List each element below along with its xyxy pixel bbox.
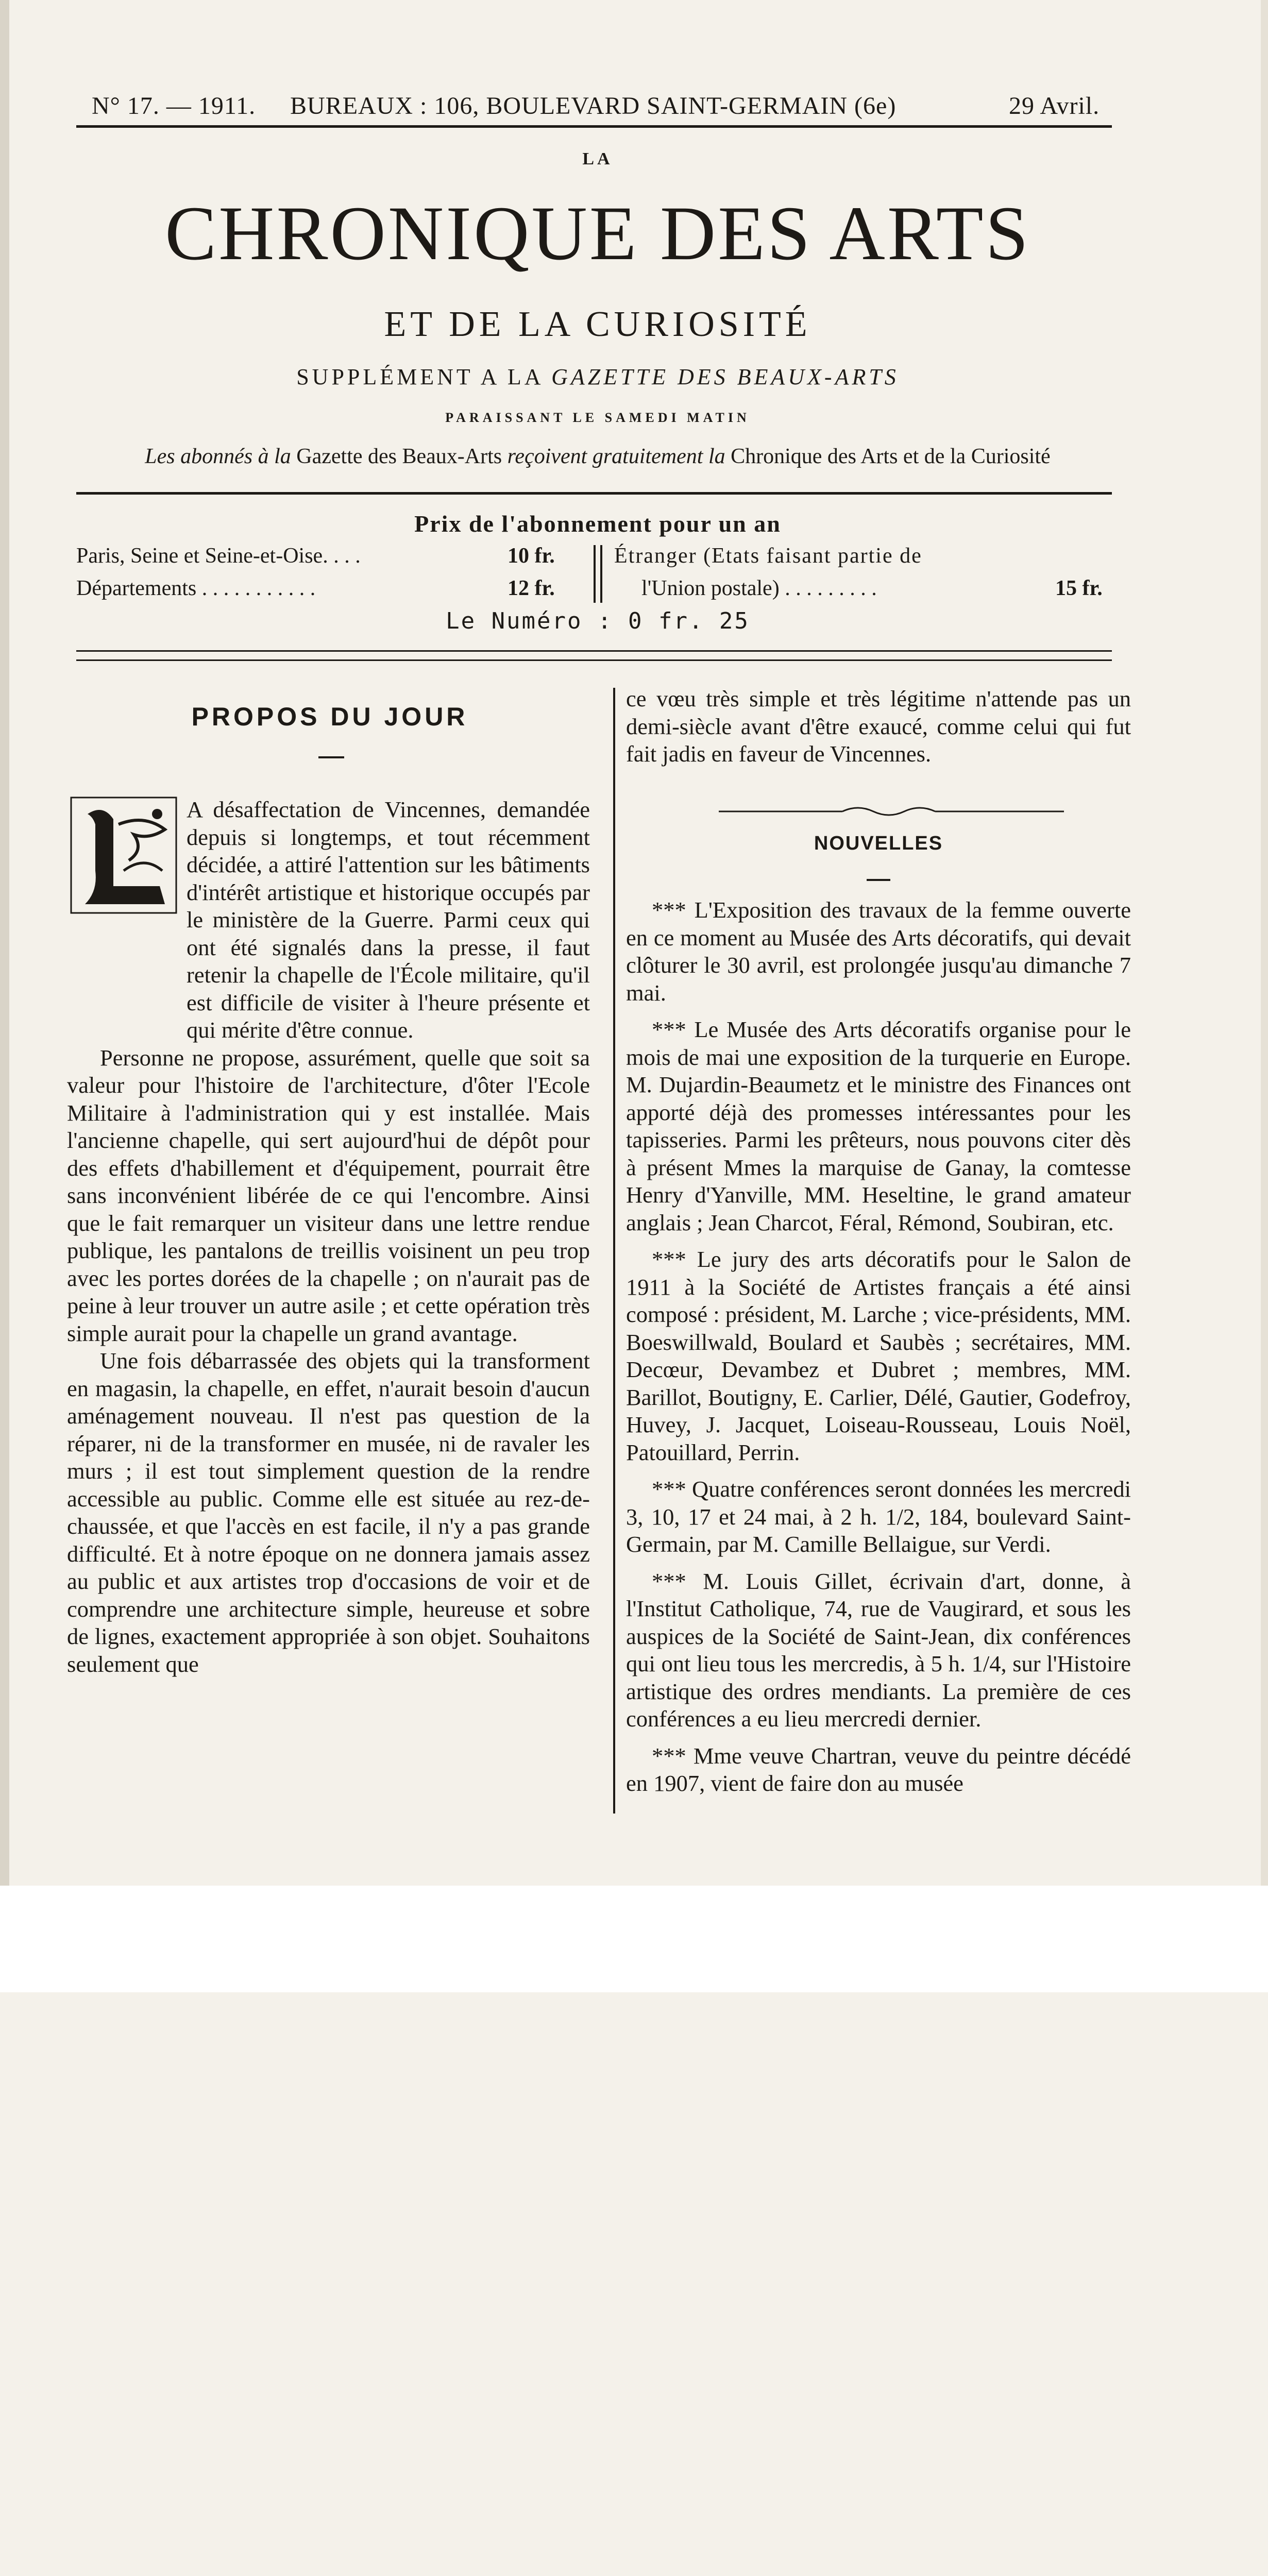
- propos-para-3: Une fois débarrassée des objets qui la transforment en magasin, la chapelle, en effet, n'aurait besoin d'aucun aménagement nouveau. Il n'est pas question de la réparer, ni de la transformer en musée, ni de ravaler les murs ; il est tout simplement question de la rendre accessible au public. Comme elle est située au rez-de-chaussée, et que l'accès en est facile, il n'y a pas grande difficulté. Et à notre époque on ne donnera jamais assez au public et aux artistes trop d'occasions de voir et de comprendre une architecture simple, heureuse et sobre de lignes, exactement appropriée à son objet. Souhaitons seulement que: [67, 1348, 590, 1677]
- subscription-divider-left: [594, 545, 596, 603]
- column-divider: [613, 688, 615, 1814]
- nouvelles-dash: [867, 879, 890, 881]
- masthead-la: LA: [582, 149, 613, 168]
- news-item: *** Le Musée des Arts décoratifs organise pour le mois de mai une exposition de la turquerie en Europe. M. Dujardin-Beaumetz et le ministre des Finances ont apporté déjà des promesses intéressantes pour les tapisseries. Parmi les prêteurs, nous pouvons citer dès à présent Mmes la marquise de Ganay, la comtesse Henry d'Yanville, MM. Heseltine, le grand amateur anglais ; Jean Charcot, Féral, Rémond, Soubiran, etc.: [626, 1016, 1131, 1235]
- ornament-divider: [719, 806, 1064, 817]
- masthead-rule: [76, 492, 1112, 495]
- subscription-rule-1: [76, 650, 1112, 652]
- masthead-title: CHRONIQUE DES ARTS: [165, 191, 1030, 276]
- paris-price: 10 fr.: [508, 544, 555, 568]
- propos-para-2: Personne ne propose, assurément, quelle que soit sa valeur pour l'histoire de l'architecture, d'ôter l'Ecole Militaire à l'administration qui y est installée. Mais l'ancienne chapelle, qui sert aujourd'hui de dépôt pour des effets d'habillement et d'équipement, pourrait être sans inconvénient libérée de ce qui l'encombre. Ainsi que le fait remarquer un visiteur dans une lettre rendue publique, les pantalons de treillis voisinent un peu trop avec les portes dorées de la chapelle ; on n'aurait pas de peine à leur trouver un autre asile ; et cette opération très simple aurait pour la chapelle un grand avantage.: [67, 1044, 590, 1346]
- abonnes-part-3: reçoivent gratuitement la: [507, 445, 725, 468]
- dept-label: Départements . . . . . . . . . . .: [76, 577, 316, 600]
- paris-label: Paris, Seine et Seine-et-Oise. . . .: [76, 544, 361, 568]
- numero-price: Le Numéro : 0 fr. 25: [446, 608, 750, 634]
- propos-body: [67, 796, 590, 1678]
- etranger-line-1: Étranger (Etats faisant partie de: [614, 544, 922, 568]
- supplement-line: [72, 364, 1123, 390]
- news-item: *** L'Exposition des travaux de la femme ouverte en ce moment au Musée des Arts décoratifs, qui devait clôturer le 30 avril, est prolongée jusqu'au dimanche 7 mai.: [626, 897, 1131, 1006]
- propos-continuation-text: ce vœu très simple et très légitime n'attende pas un demi-siècle avant d'être exaucé, comme celui qui fut fait jadis en faveur de Vincennes.: [626, 686, 1131, 767]
- header-rule: [76, 125, 1112, 128]
- supplement-prefix: SUPPLÉMENT A LA: [296, 364, 543, 389]
- abonnes-line: [72, 444, 1123, 469]
- masthead-subtitle: ET DE LA CURIOSITÉ: [384, 304, 811, 344]
- bureaux-address: BUREAUX : 106, BOULEVARD SAINT-GERMAIN (6e): [290, 92, 897, 120]
- subscription-title: Prix de l'abonnement pour un an: [414, 511, 781, 537]
- dept-price: 12 fr.: [508, 577, 555, 600]
- propos-dash: [318, 756, 344, 758]
- propos-heading: PROPOS DU JOUR: [191, 702, 468, 731]
- abonnes-part-4: Chronique des Arts et de la Curiosité: [731, 445, 1051, 468]
- issue-date: 29 Avril.: [1009, 92, 1100, 120]
- page-right-edge: [1261, 0, 1268, 1886]
- subscription-divider-right: [600, 545, 602, 603]
- supplement-gazette: GAZETTE DES BEAUX-ARTS: [551, 364, 899, 389]
- nouvelles-heading: NOUVELLES: [814, 833, 943, 854]
- digitization-footer: [0, 1886, 1268, 1992]
- issue-header: [76, 92, 1107, 128]
- news-item: *** Le jury des arts décoratifs pour le Salon de 1911 à la Société de Artistes français a été ainsi composé : président, M. Larche ; vice-présidents, MM. Boeswillwald, Boulard et Saubès ; secrétaires, MM. Decœur, Devambez et Dubret ; membres, MM. Barillot, Boutigny, E. Carlier, Délé, Gautier, Godefroy, Huvey, J. Jacquet, Loiseau-Rousseau, Louis Noël, Patouillard, Perrin.: [626, 1246, 1131, 1465]
- paraissant-line: PARAISSANT LE SAMEDI MATIN: [445, 410, 750, 425]
- nouvelles-body: [626, 896, 1131, 1798]
- abonnes-part-1: Les abonnés à la: [145, 445, 291, 468]
- news-item: *** M. Louis Gillet, écrivain d'art, donne, à l'Institut Catholique, 74, rue de Vaugirard, et sous les auspices de la Société de Saint-Jean, dix conférences qui ont lieu tous les mercredis, à 5 h. 1/4, sur l'Histoire artistique des ordres mendiants. La première de ces conférences a eu lieu mercredi dernier.: [626, 1568, 1131, 1732]
- propos-continuation: [626, 685, 1131, 768]
- news-item: *** Mme veuve Chartran, veuve du peintre décédé en 1907, vient de faire don au musée: [626, 1742, 1131, 1796]
- news-item: *** Quatre conférences seront données les mercredi 3, 10, 17 et 24 mai, à 2 h. 1/2, 184, boulevard Saint-Germain, par M. Camille Bellaigue, sur Verdi.: [626, 1476, 1131, 1557]
- subscription-rule-2: [76, 659, 1112, 661]
- svg-text:L: L: [124, 861, 127, 867]
- page-left-edge: [0, 0, 9, 1886]
- propos-para-1: A désaffectation de Vincennes, demandée depuis si longtemps, et tout récemment décidée, a attiré l'attention sur les bâtiments d'intérêt artistique et historique occupés par le ministère de la Guerre. Parmi ceux qui ont été signalés dans la presse, il faut retenir la chapelle de l'École militaire, qu'il est difficile de visiter à l'heure présente et qui mérite d'être connue.: [187, 796, 590, 1043]
- etranger-price: 15 fr.: [1055, 577, 1103, 600]
- etranger-line-2: l'Union postale) . . . . . . . . .: [641, 577, 877, 600]
- abonnes-part-2: Gazette des Beaux-Arts: [296, 445, 502, 468]
- issue-number: N° 17. — 1911.: [92, 92, 256, 120]
